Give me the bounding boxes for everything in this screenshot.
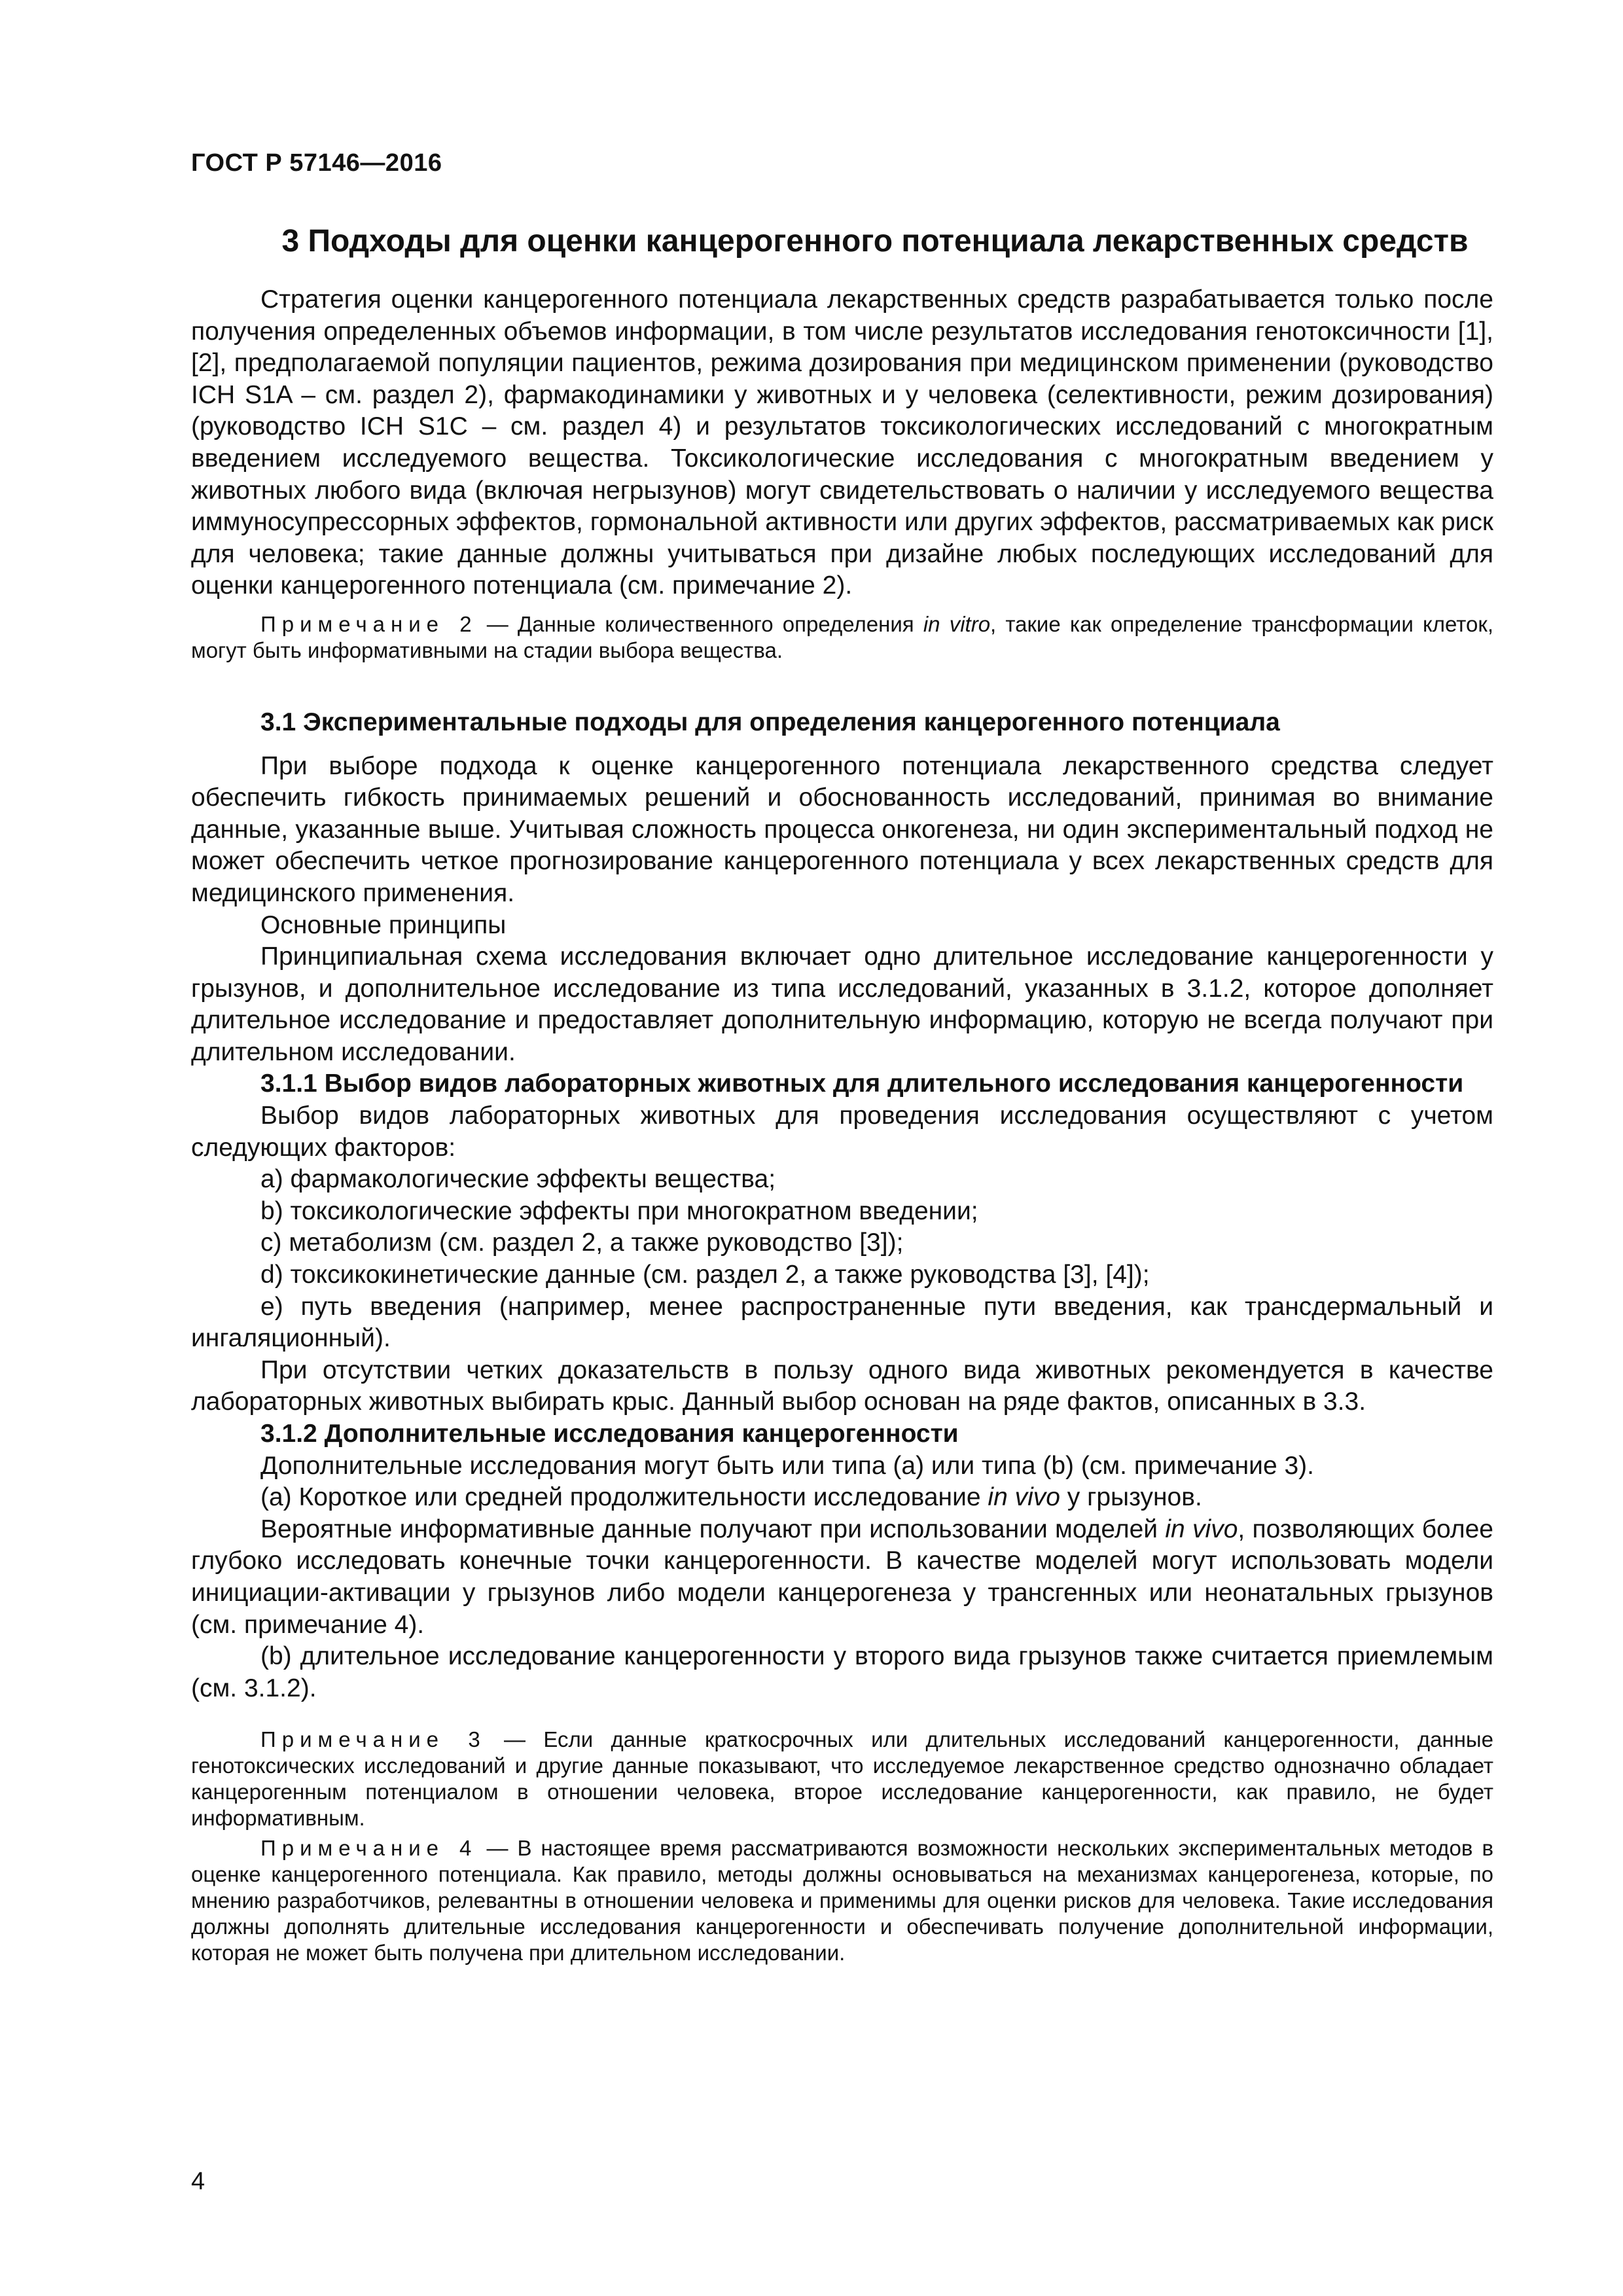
section-3-1-1-paragraph-2: При отсутствии четких доказательств в пользу одного вида животных рекомендуется в качестве лабораторных животных выбирать крыс. Данный выбор основан на ряде фактов, описанных в 3.3. bbox=[191, 1355, 1493, 1416]
note-2-italic: in vitro bbox=[923, 611, 991, 636]
factor-list-item: e) путь введения (например, менее распространенные пути введения, как трансдермальный и ингаляционный). bbox=[191, 1292, 1493, 1353]
section-3-1-2-paragraph-3 bbox=[191, 1514, 1493, 1641]
note-3 bbox=[191, 1727, 1493, 1831]
note-2-label: Примечание 2 bbox=[260, 611, 478, 636]
p3-text-a: Вероятные информативные данные получают при использовании моделей bbox=[260, 1515, 1166, 1543]
note-3-label: Примечание 3 bbox=[260, 1727, 486, 1752]
page-number: 4 bbox=[191, 2168, 205, 2195]
section-3-intro: Стратегия оценки канцерогенного потенциала лекарственных средств разрабатывается только после получения определенных объемов информации, в том числе результатов исследования генотоксичности [1], [2], предполагаемой популяции пациентов, режима дозирования при медицинском применении (руководство ICH S1A – см. раздел 2), фармакодинамики у животных и у человека (селективности, режим дозирования) (руководство ICH S1C – см. раздел 4) и результатов токсикологических исследований с многократным введением исследуемого вещества. Токсикологические исследования с многократным введением у животных любого вида (включая негрызунов) могут свидетельствовать о наличии у исследуемого вещества иммуносупрессорных эффектов, гормональной активности или других эффектов, рассматриваемых как риск для человека; такие данные должны учитываться при дизайне любых последующих исследований для оценки канцерогенного потенциала (см. примечание 2). bbox=[191, 285, 1493, 600]
section-3-1-paragraph-1: При выборе подхода к оценке канцерогенного потенциала лекарственного средства следует обеспечить гибкость принимаемых решений и обоснованность исследований, принимая во внимание данные, указанные выше. Учитывая сложность процесса онкогенеза, ни один экспериментальный подход не может обеспечить четкое прогнозирование канцерогенного потенциала у всех лекарственных средств для медицинского применения. bbox=[191, 751, 1493, 907]
note-2-text-a: — Данные количественного определения bbox=[477, 611, 923, 636]
p2-text-a: (a) Короткое или средней продолжительности исследование bbox=[260, 1483, 988, 1512]
section-3-1-2-paragraph-1: Дополнительные исследования могут быть или типа (a) или типа (b) (см. примечание 3). bbox=[260, 1451, 1314, 1480]
note-4-text: — В настоящее время рассматриваются возможности нескольких экспериментальных методов в оценке канцерогенного потенциала. Как правило, методы должны основываться на механизмах канцерогенеза, которые, по мнению разработчиков, релевантны в отношении человека и применимы для оценки рисков для человека. Такие исследования должны дополнять длительные исследования канцерогенности и обеспечивать получение дополнительной информации, которая не может быть получена при длительном исследовании. bbox=[191, 1836, 1494, 1965]
section-3-1-1-paragraph-1: Выбор видов лабораторных животных для проведения исследования осуществляют с учетом следующих факторов: bbox=[191, 1102, 1493, 1162]
section-3-1-paragraph-3: Принципиальная схема исследования включает одно длительное исследование канцерогенности у грызунов, и дополнительное исследование из типа исследований, указанных в 3.1.2, которое дополняет длительное исследование и предоставляет дополнительную информацию, которую не всегда получают при длительном исследовании. bbox=[191, 942, 1493, 1066]
factor-list-item: a) фармакологические эффекты вещества; bbox=[260, 1165, 776, 1194]
note-4-label: Примечание 4 bbox=[260, 1836, 478, 1861]
note-3-text: — Если данные краткосрочных или длительных исследований канцерогенности, данные генотоксических исследований и другие данные показывают, что исследуемое лекарственное средство однозначно обладает канцерогенным потенциалом в отношении человека, второе исследование канцерогенности, как правило, не будет информативным. bbox=[191, 1727, 1493, 1831]
section-3-1-1-title: 3.1.1 Выбор видов лабораторных животных для длительного исследования канцерогенности bbox=[260, 1069, 1464, 1098]
factor-list-item: c) метаболизм (см. раздел 2, а также руководство [3]); bbox=[260, 1229, 904, 1257]
section-3-1-2-title: 3.1.2 Дополнительные исследования канцерогенности bbox=[260, 1420, 959, 1448]
p2-italic: in vivo bbox=[988, 1483, 1060, 1512]
document-body bbox=[191, 223, 1493, 1966]
section-3-title: 3 Подходы для оценки канцерогенного потенциала лекарственных средств bbox=[281, 224, 1469, 259]
factor-list-item: d) токсикокинетические данные (см. раздел 2, а также руководства [3], [4]); bbox=[260, 1261, 1150, 1289]
factor-list-item: b) токсикологические эффекты при многократном введении; bbox=[260, 1196, 978, 1225]
document-header: ГОСТ Р 57146—2016 bbox=[191, 149, 442, 177]
note-4 bbox=[191, 1835, 1493, 1966]
section-3-1-2-paragraph-4: (b) длительное исследование канцерогенности у второго вида грызунов также считается приемлемым (см. 3.1.2). bbox=[191, 1642, 1493, 1702]
note-spacer bbox=[191, 1704, 1493, 1717]
p3-italic: in vivo bbox=[1165, 1515, 1238, 1543]
section-3-1-title: 3.1 Экспериментальные подходы для определения канцерогенного потенциала bbox=[260, 708, 1280, 736]
p2-text-b: у грызунов. bbox=[1060, 1483, 1202, 1512]
note-2 bbox=[191, 611, 1493, 664]
section-3-1-2-paragraph-2 bbox=[191, 1482, 1493, 1514]
p3-text-b: , позволяющих более глубоко исследовать конечные точки канцерогенности. В качестве моделей могут использовать модели инициации-активации у грызунов либо модели канцерогенеза у трансгенных или неонатальных грызунов (см. примечание 4). bbox=[191, 1515, 1494, 1639]
note-2-text-b: , такие как определение трансформации клеток, могут быть информативными на стадии выбора вещества. bbox=[191, 611, 1493, 662]
section-3-1-paragraph-2: Основные принципы bbox=[260, 910, 507, 939]
